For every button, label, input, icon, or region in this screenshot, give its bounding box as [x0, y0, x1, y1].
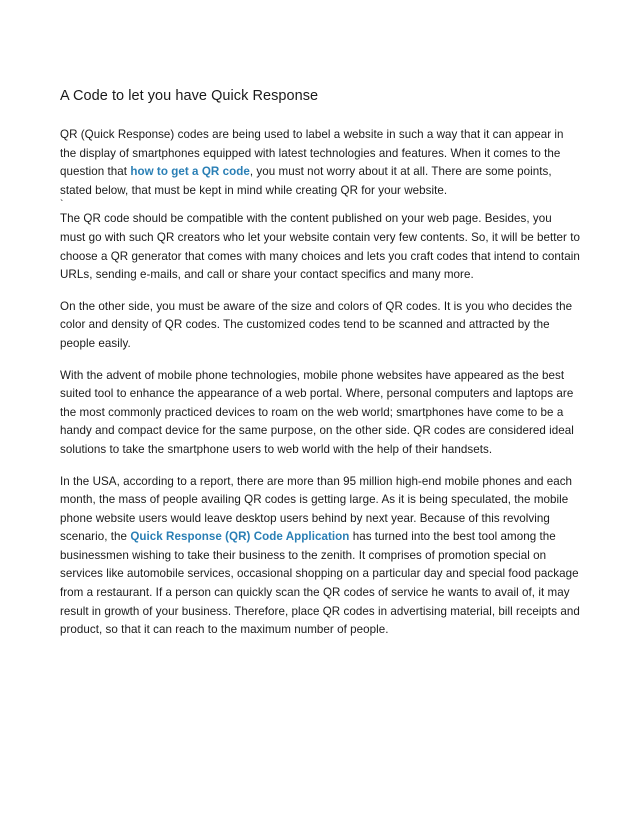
paragraph-intro [60, 126, 580, 200]
paragraph-usa-report [60, 473, 580, 640]
paragraph-intro-text-after: , you must not worry about it at all. There are some points, stated below, that must be kept in mind while creating QR for your website. [60, 165, 552, 197]
document-page [60, 86, 580, 653]
qr-code-application-link[interactable]: Quick Response (QR) Code Application [130, 530, 350, 544]
document-title: A Code to let you have Quick Response [60, 88, 319, 104]
paragraph-compatibility: The QR code should be compatible with the content published on your web page. Besides, you must go with such QR creators who let your website contain very few contents. So, it will be better to choose a QR generator that comes with many choices and lets you craft codes that intend to contain URLs, sending e-mails, and call or share your contact specifics and many more. [60, 212, 580, 282]
how-to-get-qr-code-link[interactable]: how to get a QR code [130, 165, 250, 179]
paragraph-usa-text-before: In the USA, according to a report, there are more than 95 million high-end mobile phones and each month, the mass of people availing QR codes is getting large. As it is being speculated, the mobile phone website users would leave desktop users behind by next year. Because of this revolving scenario, the [60, 474, 573, 544]
stray-backtick: ` [60, 199, 64, 211]
paragraph-mobile-technologies: With the advent of mobile phone technologies, mobile phone websites have appeared as the best suited tool to enhance the appearance of a web portal. Where, personal computers and laptops are the most commonly practiced devices to roam on the web world; smartphones have come to be a handy and compact device for the same purpose, on the other side. QR codes are considered ideal solutions to take the smartphone users to web world with the help of their handsets. [60, 368, 574, 456]
paragraph-size-colors: On the other side, you must be aware of the size and colors of QR codes. It is you who decides the color and density of QR codes. The customized codes tend to be scanned and attracted by the people easily. [60, 299, 573, 350]
paragraph-usa-text-after: has turned into the best tool among the businessmen wishing to take their business to the zenith. It comprises of promotion special on services like automobile services, occasional shopping on a particular day and special food package from a restaurant. If a person can quickly scan the QR codes of service he wants to avail of, it may result in growth of your business. Therefore, place QR codes in advertising material, bill receipts and product, so that it can reach to the maximum number of people. [60, 530, 580, 637]
paragraph-intro-text-before: QR (Quick Response) codes are being used to label a website in such a way that it can appear in the display of smartphones equipped with latest technologies and features. When it comes to the question that [60, 128, 564, 179]
